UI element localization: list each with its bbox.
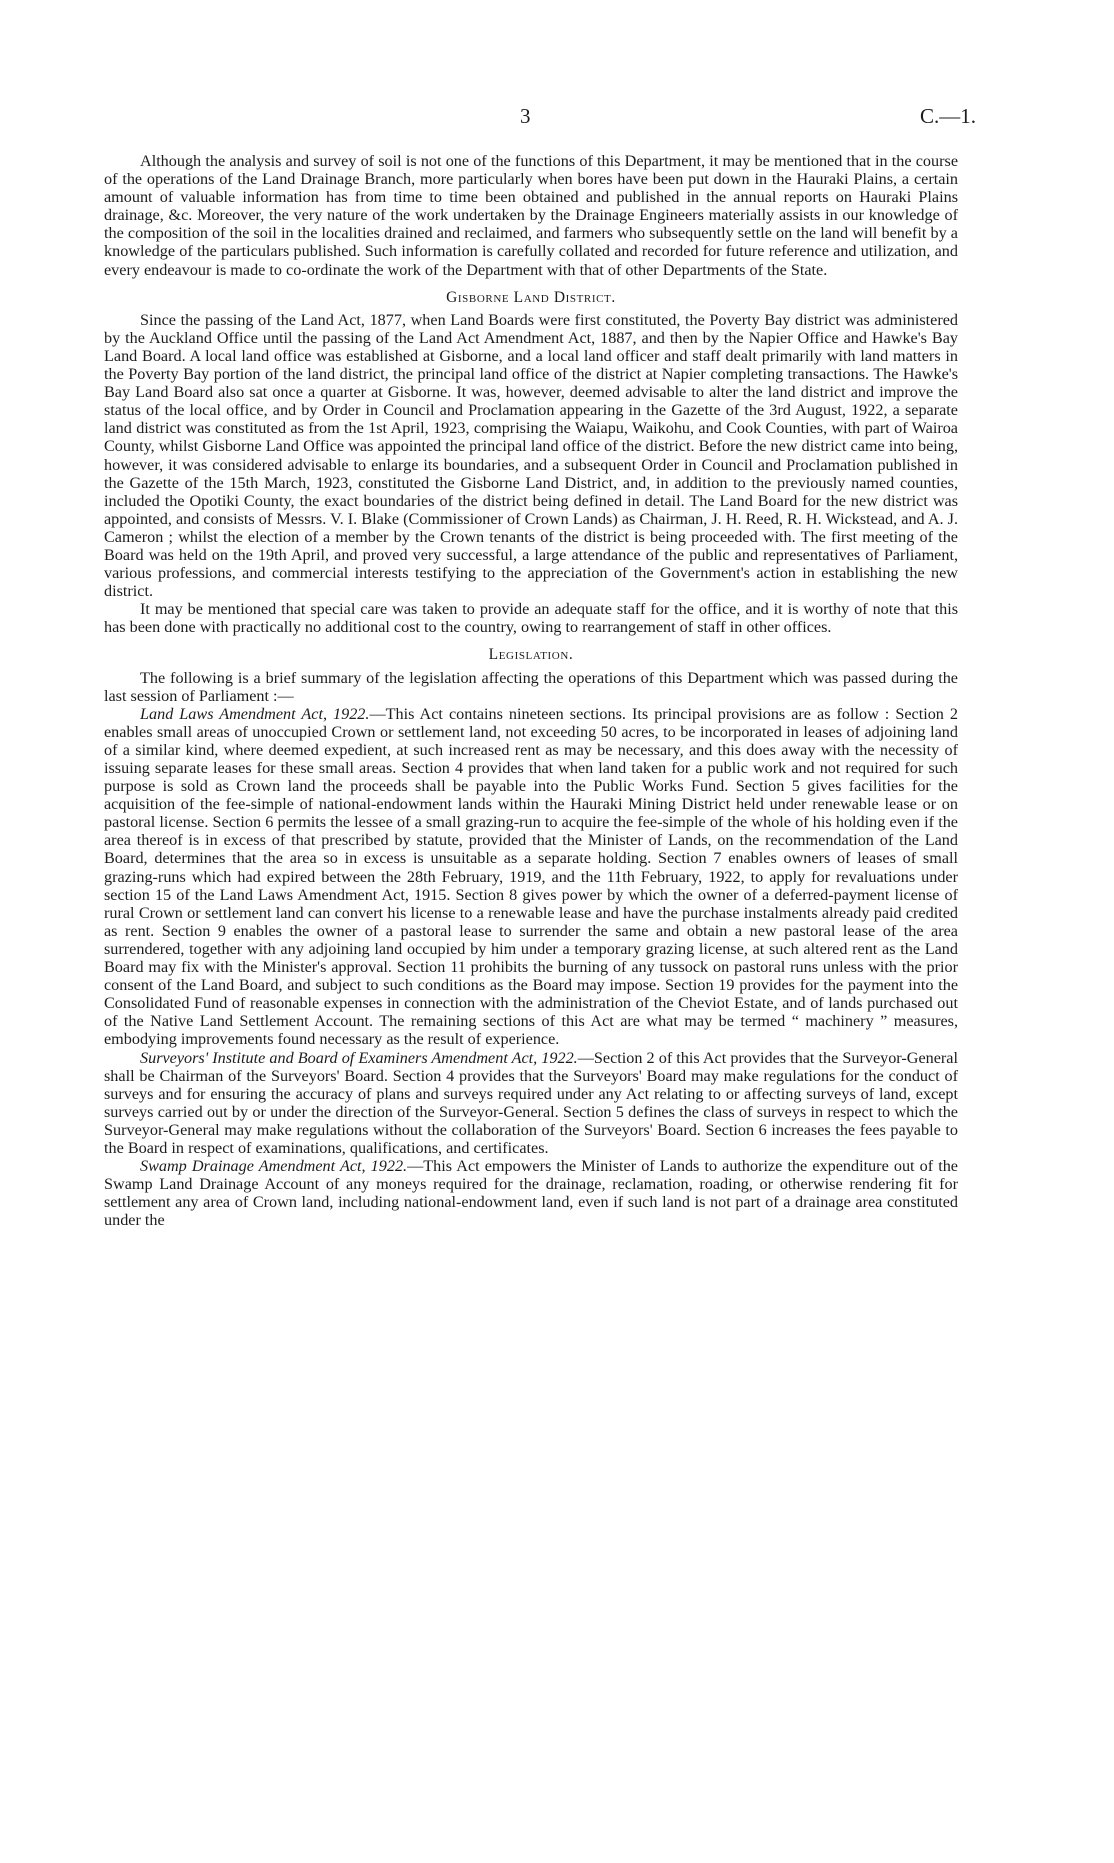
page-header [0,104,1114,134]
surveyors-paragraph [104,1049,958,1158]
intro-paragraph: Although the analysis and survey of soil is not one of the functions of this Department, it may be mentioned that in the course of the operations of the Land Drainage Branch, more particularly when bores have been put down in the Hauraki Plains, a certain amount of valuable information has from time to time been obtained and published in the annual reports on Hauraki Plains drainage, &c. Moreover, the very nature of the work undertaken by the Drainage Engineers materially assists in our knowledge of the composition of the soil in the localities drained and reclaimed, and farmers who subsequently settle on the land will benefit by a knowledge of the particulars published. Such information is carefully collated and recorded for future reference and utilization, and every endeavour is made to co-ordinate the work of the Department with that of other Departments of the State. [104,152,958,279]
body-text [104,152,958,1229]
legislation-heading: Legislation. [488,646,574,664]
land-laws-paragraph [104,705,958,1049]
swamp-act-title: Swamp Drainage Amendment Act, 1922. [140,1157,408,1176]
gisborne-paragraph-1: Since the passing of the Land Act, 1877, when Land Boards were first constituted, the Poverty Bay district was administered by the Auckland Office until the passing of the Land Act Amendment Act, 1887, and then by the Napier Office and Hawke's Bay Land Board. A local land office was established at Gisborne, and a local land officer and staff dealt primarily with land matters in the Poverty Bay portion of the land district, the principal land office of the district at Napier completing transactions. The Hawke's Bay Land Board also sat once a quarter at Gisborne. It was, however, deemed advisable to alter the land district and improve the status of the local office, and by Order in Council and Proclamation appearing in the Gazette of the 3rd August, 1922, a separate land district was constituted as from the 1st April, 1923, comprising the Waiapu, Waikohu, and Cook Counties, with part of Wairoa County, whilst Gisborne Land Office was appointed the principal land office of the district. Before the new district came into being, however, it was considered advisable to enlarge its boundaries, and a subsequent Order in Council and Proclamation published in the Gazette of the 15th March, 1923, constituted the Gisborne Land District, and, in addition to the previously named counties, included the Opotiki County, the exact boundaries of the district being defined in detail. The Land Board for the new district was appointed, and consists of Messrs. V. I. Blake (Commissioner of Crown Lands) as Chairman, J. H. Reed, R. H. Wickstead, and A. J. Cameron ; whilst the election of a member by the Crown tenants of the district is being proceeded with. The first meeting of the Board was held on the 19th April, and proved very successful, a large attendance of the public and representatives of Parliament, various professions, and commercial interests testifying to the appreciation of the Government's action in establishing the new district. [104,310,958,601]
surveyors-act-title: Surveyors' Institute and Board of Examiners Amendment Act, 1922. [140,1048,578,1067]
page-number: 3 [520,104,531,128]
report-code: C.—1. [919,104,976,128]
swamp-paragraph [104,1157,958,1229]
land-laws-act-title: Land Laws Amendment Act, 1922. [140,704,370,723]
gisborne-heading: Gisborne Land District. [446,288,616,306]
gisborne-paragraph-2: It may be mentioned that special care was taken to provide an adequate staff for the office, and it is worthy of note that this has been done with practically no additional cost to the country, owing to rearrangement of staff in other offices. [104,600,958,637]
land-laws-act-text: —This Act contains nineteen sections. Its principal provisions are as follow : Section 2 enables small areas of unoccupied Crown or settlement land, not exceeding 50 acres, to be incorporated in leases of adjoining land of a similar kind, where deemed expedient, at such increased rent as may be necessary, and this does away with the necessity of issuing separate leases for these small areas. Section 4 provides that when land taken for a public work and not required for such purpose is sold as Crown land the proceeds shall be payable into the Public Works Fund. Section 5 gives facilities for the acquisition of the fee-simple of national-endowment lands within the Hauraki Mining District held under renewable lease or on pastoral license. Section 6 permits the lessee of a small grazing-run to acquire the fee-simple of the whole of his holding even if the area thereof is in excess of that prescribed by statute, provided that the Minister of Lands, on the recommendation of the Land Board, determines that the area so in excess is unsuitable as a separate holding. Section 7 enables owners of leases of small grazing-runs which had expired between the 28th February, 1919, and the 11th February, 1922, to apply for revaluations under section 15 of the Land Laws Amendment Act, 1915. Section 8 gives power by which the owner of a deferred-payment license of rural Crown or settlement land can convert his license to a renewable lease and have the purchase instalments already paid credited as rent. Section 9 enables the owner of a pastoral lease to surrender the same and obtain a new pastoral lease of the area surrendered, together with any adjoining land occupied by him under a temporary grazing license, at such altered rent as the Land Board may fix with the Minister's approval. Section 11 prohibits the burning of any tussock on pastoral runs unless with the prior consent of the Land Board, and subject to such conditions as the Board may impose. Section 19 provides for the payment into the Consolidated Fund of reasonable expenses in connection with the administration of the Cheviot Estate, and of lands purchased out of the Native Land Settlement Account. The remaining sections of this Act are what may be termed “ machinery ” measures, embodying improvements found necessary as the result of experience. [104,704,958,1049]
swamp-act-text: —This Act empowers the Minister of Lands to authorize the expenditure out of the Swamp Land Drainage Account of any moneys required for the drainage, reclamation, roading, or otherwise rendering fit for settlement any area of Crown land, including national-endowment land, even if such land is not part of a drainage area constituted under the [104,1157,958,1230]
legislation-intro: The following is a brief summary of the legislation affecting the operations of this Department which was passed during the last session of Parliament :— [104,668,958,705]
surveyors-act-text: —Section 2 of this Act provides that the Surveyor-General shall be Chairman of the Surveyors' Board. Section 4 provides that the Surveyors' Board may make regulations for the conduct of surveys and for ensuring the accuracy of plans and surveys required under any Act relating to or affecting surveys of land, except surveys carried out by or under the direction of the Surveyor-General. Section 5 defines the class of surveys in respect to which the Surveyor-General may make regulations without the collaboration of the Surveyors' Board. Section 6 increases the fees payable to the Board in respect of examinations, qualifications, and certificates. [104,1048,958,1157]
